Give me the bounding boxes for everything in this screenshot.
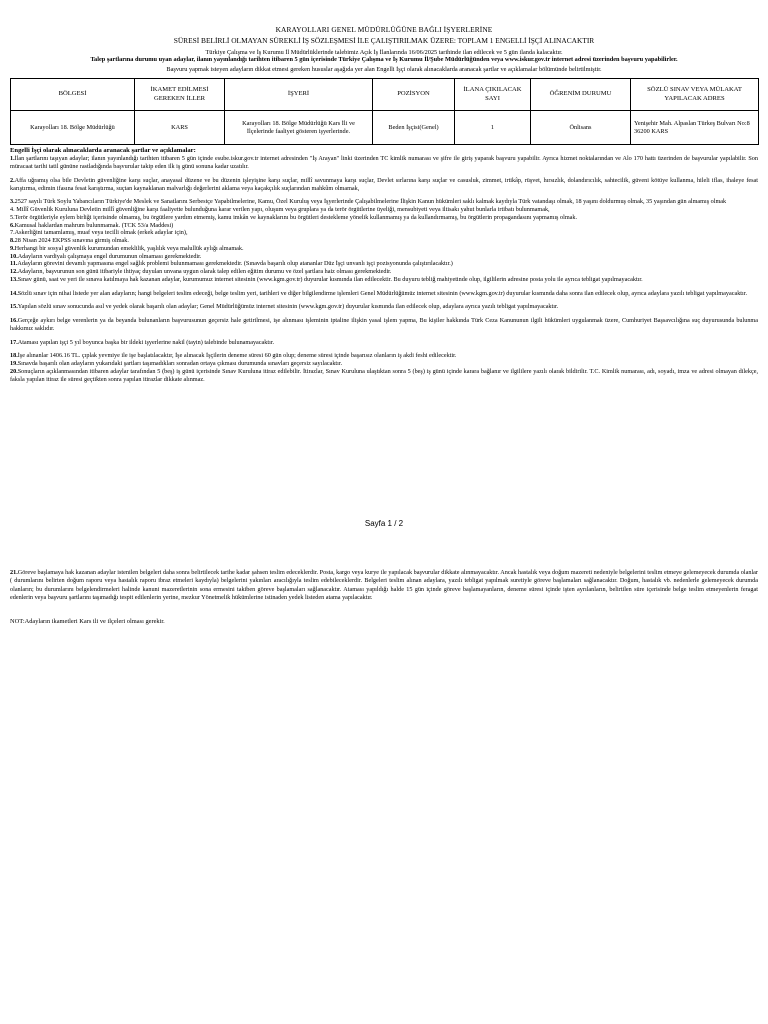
document-title: KARAYOLLARI GENEL MÜDÜRLÜĞÜNE BAĞLI İŞYERLERİNE [275,25,493,34]
item-text: Sınav günü, saat ve yeri ile sınava katılmaya hak kazanan adaylar, kurumumuz internet sitesinin (www.kgm.gov.tr) duyurular kısmında ilan edilecektir. Bu duyuru tebliğ mahiyetinde olup, ilgililerin adresine posta yolu ile ayrıca tebligat yapılmayacaktır. [17,275,643,283]
cell-education: Önlisans [531,111,631,145]
item-text: Millî Güvenlik Kuruluna Devletin millî güvenliğine karşı faaliyette bulunduğuna karar verilen yapı, oluşum veya gruplara ya da terör örgütlerine üyeliği, mensubiyeti veya iltisakı yahut bunlarla irtibatı bulunmamak, [14,206,550,214]
item-text: Sonuçların açıklanmasından itibaren adaylar tarafından 5 (beş) iş günü içerisinde Sınav Kuruluna itiraz edilebilir. İtirazlar, Sınav Kuruluna ulaştıktan sonra 5 (beş) iş günü içinde karara bağlanır ve ilgililere yazılı olarak bildirilir. T.C. Kimlik numarası, adı, soyadı, imza ve adresi olmayan dilekçe, faksla yapılan itiraz ile süresi geçtikten sonra yapılan itirazlar dikkate alınmaz. [10,367,758,383]
item-text: Askerliğini tamamlamış, muaf veya tecilli olmak (erkek adaylar için), [14,229,188,237]
application-instructions: Talep şartlarına durumu uyan adaylar, ilanın yayınlandığı tarihten itibaren 5 gün içerisinde Türkiye Çalışma ve İş Kurumu İl/Şube Müdürlüğünden veya www.iskur.gov.tr internet adresi üzerinden başvuru yapabilirler. [90,56,678,64]
item-number: 10. [10,252,18,260]
item-number: 14. [10,289,18,297]
list-item [10,229,758,237]
table-header-row [11,79,759,111]
column-header-workplace: İŞYERİ [225,79,373,111]
document-page-1 [10,22,758,383]
item-text: Kamusal haklardan mahrum bulunmamak. (TCK 53/a Maddesi) [14,221,174,229]
list-item [10,303,758,311]
column-header-position: POZİSYON [373,79,455,111]
item-text: 28 Nisan 2024 EKPSS sınavına girmiş olmak. [14,237,129,245]
list-item [10,268,758,276]
cell-position: Beden İşçisi(Genel) [373,111,455,145]
list-item [10,155,758,171]
item-number: 16. [10,317,18,325]
item-number: 8. [10,237,15,245]
item-number: 12. [10,268,18,276]
item-number: 3. [10,198,15,206]
column-header-interview-address: SÖZLÜ SINAV VEYA MÜLAKAT YAPILACAK ADRES [631,79,759,111]
column-header-region: BÖLGESİ [11,79,135,111]
item-text: Herhangi bir sosyal güvenlik kurumundan emeklilik, yaşlılık veya malullük aylığı almamak. [14,244,244,252]
list-item [10,177,758,193]
list-item [10,339,758,347]
item-text: Göreve başlamaya hak kazanan adaylar istenilen belgeleri daha sonra belirtilecek tarihe kadar şahsen teslim edeceklerdir. Posta, kargo veya kurye ile yapılacak başvurular dikkate alınmayacaktır. Ancak hastalık veya doğum mazereti nedeniyle belgelerini teslim etmeye gelemeyecek durumda olanlar ( durumlarını belirten doğum raporu veya hastalık raporu ibraz etmeleri kaydıyla) belgelerini yakınları aracılığıyla teslim edebileceklerdir. Belgeleri teslim alınan adaylara, yazılı tebligat yapılmak suretiyle göreve başlamaları sağlanacaktır. Doğum, hastalık vb. nedenlerle gelemeyecek durumda olanların; bu durumlarını belgelendirmeleri halinde kanuni mazeretlerinin sona ermesini takiben göreve başlamaları sağlanacaktır. Ataması yapıldığı halde 15 gün içinde göreve başlamayanların, deneme süresi içinde işten ayrılanların, belirtilen süre içerisinde belge teslim etmeyenlerin feragat edenlerin veya başvuru şartlarını taşımadığı tespit edilenlerin yerine, mezkur Yönetmelik hükümlerine istinaden yedek listeden atama yapılacaktır. [10,569,758,601]
item-number: 5. [10,213,15,221]
list-item [10,206,758,214]
item-number: 20. [10,367,18,375]
item-number: 9. [10,244,15,252]
document-page-2 [10,569,758,627]
item-number: 18. [10,352,18,360]
item-number: 7. [10,229,15,237]
cell-count: 1 [455,111,531,145]
list-item [10,360,758,368]
notice-text: Başvuru yapmak isteyen adayların dikkat etmesi gereken hususlar aşağıda yer alan Engelli İşçi olarak alınacaklarda aranacak şartlar ve açıklamalar bölümünde belirtilmiştir. [166,66,602,74]
list-item [10,260,758,268]
item-text: Adayların görevini devamlı yapmasına engel sağlık problemi bulunmaması gerekmektedir. (Sınavda başarılı olup atananlar Düz İşçi unvanlı işçi pozisyonunda çalıştırılacaktır.) [17,260,453,268]
item-text: Ataması yapılan işçi 5 yıl boyunca başka bir ildeki işyerlerine nakil (tayin) talebinde bulunamayacaktır. [17,338,275,346]
item-number: 6. [10,221,15,229]
item-text: 2527 sayılı Türk Soylu Yabancıların Türkiye'de Meslek ve Sanatlarını Serbestçe Yapabilmelerine, Kamu, Özel Kuruluş veya İşyerlerinde Çalışabilmelerine İlişkin Kanun hükümleri saklı kalmak kaydıyla Türk vatandaşı olmak, 18 yaşını doldurmuş olmak, 35 yaşından gün almamış olmak [14,198,727,206]
list-item [10,290,758,298]
requirements-list [10,155,758,383]
item-text: İşe alınanlar 1406.16 TL. çıplak yevmiye ile işe başlatılacaktır, İşe alınacak İşçilerin deneme süresi 60 gün olup; deneme süresi içinde başarısız olanların iş akdi feshi edilecektir. [17,352,457,360]
document-subtitle: SÜRESİ BELİRLİ OLMAYAN SÜREKLİ İŞ SÖZLEŞMESİ İLE ÇALIŞTIRILMAK ÜZERE: TOPLAM 1 ENGELLİ İŞÇİ ALINACAKTIR [173,36,595,46]
list-item [10,276,758,284]
list-item [10,368,758,384]
item-number: 21. [10,569,18,576]
list-item [10,198,758,206]
list-item [10,352,758,360]
list-item [10,237,758,245]
requirements-heading: Engelli İşçi olarak alınacaklarda aranacak şartlar ve açıklamalar: [10,147,196,155]
item-text: Sözlü sınav için nihai listede yer alan adayların; hangi belgeleri teslim edeceği, belge teslim yeri, tarihleri ve diğer bilgilendirme işlemleri Genel Müdürlüğümüz internet sitesinin (www.kgm.gov.tr) duyurular kısmında daha sonra ilan edilecek olup, ayrıca adaylara yazılı tebligat yapılmayacaktır. [17,289,747,297]
column-header-residence: İKAMET EDİLMESİ GEREKEN İLLER [135,79,225,111]
column-header-education: ÖĞRENİM DURUMU [531,79,631,111]
item-number: 13. [10,275,18,283]
item-text: Adayların, başvurunun son günü itibariyle ihtiyaç duyulan unvana uygun olarak talep edilen eğitim durumu ve özel şartlara haiz olması gerekmektedir. [17,268,392,276]
page-number: Sayfa 1 / 2 [364,519,404,528]
item-number: 2. [10,176,15,184]
item-number: 1. [10,155,15,163]
item-text: Affa uğramış olsa bile Devletin güvenliğine karşı suçlar, anayasal düzene ve bu düzenin işleyişine karşı suçlar, millî savunmaya karşı suçlar, Devlet sırlarına karşı suçlar ve casusluk, zimmet, irtikâp, rüşvet, hırsızlık, dolandırıcılık, sahtecilik, güveni kötüye kullanma, hileli iflas, ihaleye fesat karıştırma, edimin ifasına fesat karıştırma, suçtan kaynaklanan malvarlığı değerlerini aklama veya kaçakçılık suçlarından mahkûm olmamak, [10,176,758,192]
final-note: NOT:Adayların ikametleri Kars ili ve ilçeleri olması gerekir. [10,618,165,625]
vacancy-table [10,78,759,145]
intro-text: Türkiye Çalışma ve İş Kurumu İl Müdürlüklerinde talebimiz Açık İş İlanlarında 16/06/2025 tarihinde ilan edilecek ve 5 gün ilanda kalacaktır. [205,48,563,56]
item-number: 11. [10,260,18,268]
item-text: Adayların vardiyalı çalışmaya engel durumunun olmaması gerekmektedir. [17,252,202,260]
list-item [10,222,758,230]
list-item [10,245,758,253]
column-header-count: İLANA ÇIKILACAK SAYI [455,79,531,111]
table-row [11,111,759,145]
cell-workplace: Karayolları 18. Bölge Müdürlüğü Kars İli ve İlçelerinde faaliyet gösteren işyerlerinde. [225,111,373,145]
cell-interview-address: Yenişehir Mah. Alpaslan Türkeş Bulvarı No:8 36200 KARS [631,111,759,145]
item-number: 17. [10,338,18,346]
list-item [10,214,758,222]
item-text: Gerçeğe aykırı belge verenlerin ya da beyanda bulunanların başvurusunun geçersiz hale getirilmesi, işe alınması işleminin iptaline ilişkin yasal işlem yapma, Bu kişiler hakkında Türk Ceza Kanununun ilgili hükümleri uygulanmak üzere, Cumhuriyet Başsavcılığına suç duyurusunda bulunma hakkımız saklıdır. [10,317,758,332]
list-item [10,317,758,333]
cell-residence: KARS [135,111,225,145]
item-text: Sınavda başarılı olan adayların yukarıdaki şartları taşımadıkları sonradan ortaya çıkması durumunda sınavları geçersiz sayılacaktır. [17,360,343,368]
item-text: Terör örgütleriyle eylem birliği içerisinde olmamış, bu örgütlere yardım etmemiş, kamu imkân ve kaynaklarını bu örgütleri destekleme yönelik kullanmamış ya da kullandırmamış, bu örgütlerin propagandasını yapmamış olmak. [14,213,578,221]
item-text: Yapılan sözlü sınav sonucunda asıl ve yedek olarak başarılı olan adaylar; Genel Müdürlüğümüz internet sitesinin (www.kgm.gov.tr) duyurular kısmında ilan edilecek olup, adaylara ayrıca yazılı tebligat yapılmayacaktır. [17,303,559,311]
item-text: İlan şartlarını taşıyan adaylar; ilanın yayınlandığı tarihten itibaren 5 gün içinde esube.iskur.gov.tr internet adresinden "İş Arayan" linki üzerinden TC kimlik numarası ve şifre ile giriş yaparak başvuru yapabilir. Ayrıca hizmet noktalarından ve Alo 170 hattı üzerinden de başvurular yapılabilir. Son müracaat tarihi tatil gününe rastladığında başvurular takip eden ilk iş günü sonuna kadar uzatılır. [10,155,758,171]
item-number: 4. [10,206,15,214]
list-item [10,569,758,602]
item-number: 19. [10,360,18,368]
list-item [10,253,758,261]
item-number: 15. [10,303,18,311]
cell-region: Karayolları 18. Bölge Müdürlüğü [11,111,135,145]
